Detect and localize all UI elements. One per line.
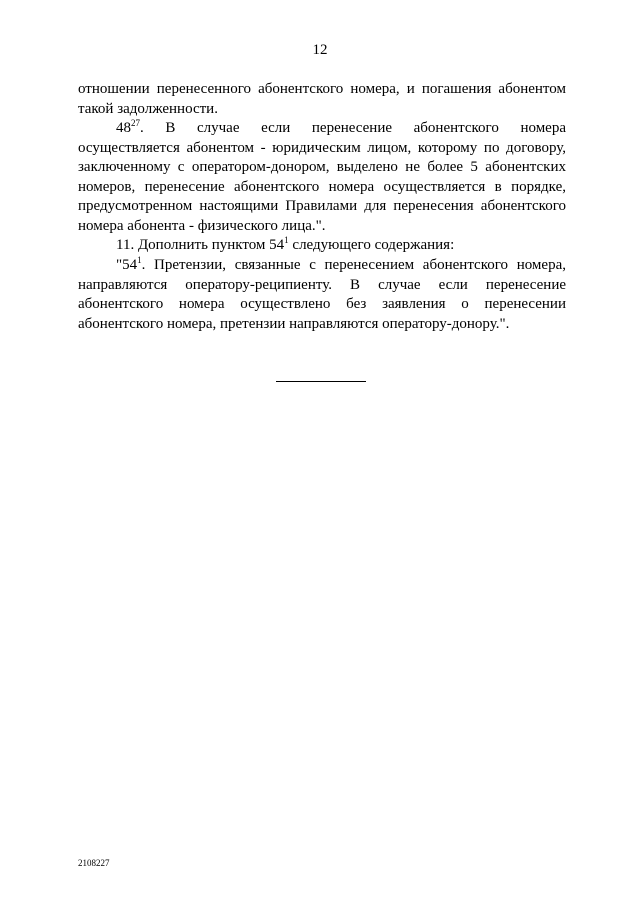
text-line: заключенному с оператором-донором, выделено не более 5 абонентских [78,159,566,175]
text-line: номера абонента - физического лица.". [78,217,326,234]
text-line: абонентского номера осуществлено без заявления о перенесении [78,296,566,312]
text-line: абонентского номера, претензии направляются оператору-донору.". [78,315,510,332]
text-line: такой задолженности. [78,100,218,117]
clause-number: "54 [116,257,138,273]
text-line: направляются оператору-реципиенту. В случае если перенесение [78,276,566,293]
paragraph-first-line [78,256,566,276]
page-number: 12 [312,42,328,58]
paragraph-first-line [78,119,566,139]
paragraph-54-1 [78,256,566,334]
paragraph-continuation [78,80,566,119]
item-11-line [78,236,566,256]
item-11 [78,236,566,256]
end-separator-line [276,381,366,382]
text-fragment: 11. Дополнить пунктом 54 [116,237,285,253]
text-line: осуществляется абонентом - юридическим лицом, которому по договору, [78,139,566,156]
paragraph-48-27 [78,119,566,236]
text-line: номеров, перенесение абонентского номера осуществляется в порядке, [78,178,566,195]
document-code: 2108227 [78,858,110,868]
clause-superscript: 1 [284,236,289,245]
text-fragment: следующего содержания: [288,237,455,253]
clause-superscript: 27 [131,119,140,128]
text-fragment: . В случае если перенесение абонентского номера [140,120,566,136]
clause-number: 48 [116,120,131,136]
clause-superscript: 1 [137,256,142,265]
text-line: отношении перенесенного абонентского номера, и погашения абонентом [78,81,566,97]
text-fragment: . Претензии, связанные с перенесением абонентского номера, [141,257,566,273]
text-line: предусмотренном настоящими Правилами для перенесения абонентского [78,198,566,214]
